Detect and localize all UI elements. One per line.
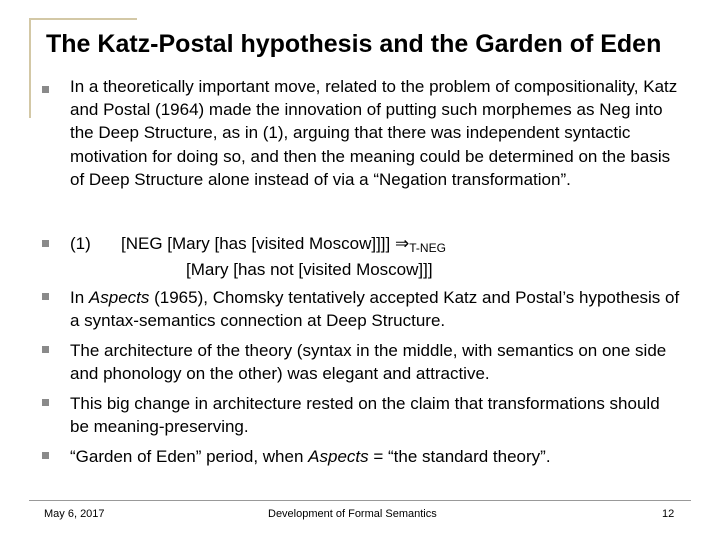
square-bullet-icon — [42, 293, 49, 300]
bullet-text-3: In Aspects (1965), Chomsky tentatively accepted Katz and Postal’s hypothesis of a syntax-semantics connection at Deep Structure. — [70, 288, 680, 331]
arrow-subscript: T-NEG — [409, 241, 446, 255]
example-target: [Mary [has not [visited Moscow]]] — [186, 260, 433, 279]
square-bullet-icon — [42, 86, 49, 93]
example-source-text: [NEG [Mary [has [visited Moscow]]]] — [121, 234, 391, 253]
bullet-text-4: The architecture of the theory (syntax in the middle, with semantics on one side and phonology on the other) was elegant and attractive. — [70, 341, 667, 384]
frame-accent-vertical — [29, 18, 31, 118]
implies-arrow-icon: ⇒ — [394, 234, 410, 253]
bullet-text-6: “Garden of Eden” period, when Aspects = “the standard theory”. — [70, 447, 551, 466]
footer-date: May 6, 2017 — [44, 508, 105, 520]
footer-divider — [29, 500, 691, 501]
bullet-text-1: In a theoretically important move, related to the problem of compositionality, Katz and Postal (1964) made the innovation of putting such morphemes as Neg into the Deep Structure, as in (1), arguing that there was independent syntactic motivation for doing so, and then the meaning could be determined on the basis of Deep Structure alone instead of via a “Negation transformation”. — [70, 77, 678, 189]
square-bullet-icon — [42, 346, 49, 353]
example-source — [121, 232, 446, 260]
example-number: (1) — [70, 234, 91, 253]
square-bullet-icon — [42, 452, 49, 459]
slide-title: The Katz-Postal hypothesis and the Garden of Eden — [46, 30, 662, 58]
frame-accent-horizontal — [29, 18, 137, 20]
bullet-text-5: This big change in architecture rested on the claim that transformations should be meaning-preserving. — [70, 394, 660, 437]
square-bullet-icon — [42, 399, 49, 406]
square-bullet-icon — [42, 240, 49, 247]
footer-title: Development of Formal Semantics — [268, 508, 437, 520]
page-number: 12 — [662, 508, 675, 520]
